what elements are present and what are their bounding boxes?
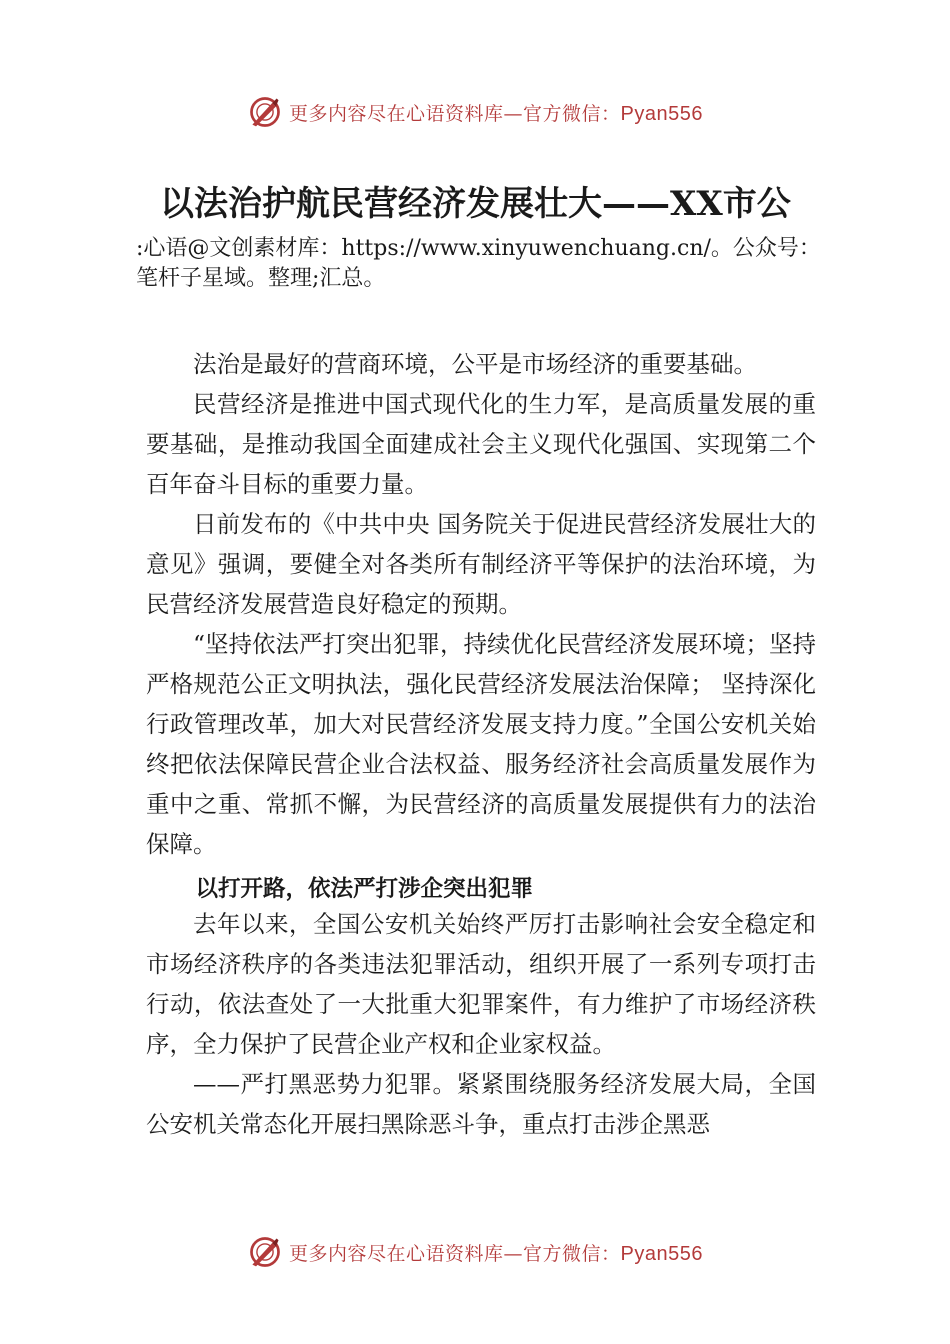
- body-paragraph: ——严打黑恶势力犯罪。紧紧围绕服务经济发展大局，全国公安机关常态化开展扫黑除恶斗争，重点打击涉企黑恶: [146, 1070, 816, 1138]
- banner-text: 更多内容尽在心语资料库—官方微信：Pyan556: [289, 1242, 703, 1265]
- section-heading: 以打开路，依法严打涉企突出犯罪: [195, 876, 534, 902]
- footer-watermark-banner: [0, 1232, 950, 1272]
- document-body: [146, 344, 816, 1144]
- wechat-id: Pyan556: [620, 102, 703, 125]
- body-paragraph: 法治是最好的营商环境，公平是市场经济的重要基础。: [193, 350, 757, 378]
- header-watermark-banner: [0, 92, 950, 132]
- body-paragraph: “坚持依法严打突出犯罪，持续优化民营经济发展环境；坚持严格规范公正文明执法，强化民营经济发展法治保障； 坚持深化行政管理改革，加大对民营经济发展支持力度。”全国公安机关始终把依法保障民营企业合法权益、服务经济社会高质量发展作为重中之重、常抓不懈，为民营经济的高质量发展提供有力的法治保障。: [146, 630, 817, 858]
- body-paragraph: 日前发布的《中共中央 国务院关于促进民营经济发展壮大的意见》强调，要健全对各类所有制经济平等保护的法治环境，为民营经济发展营造良好稳定的预期。: [146, 510, 816, 618]
- wechat-id: Pyan556: [620, 1242, 703, 1265]
- document-title: 以法治护航民营经济发展壮大——XX市公: [160, 184, 791, 224]
- body-paragraph: 民营经济是推进中国式现代化的生力军，是高质量发展的重要基础，是推动我国全面建成社会主义现代化强国、实现第二个百年奋斗目标的重要力量。: [146, 390, 816, 498]
- source-note: :心语@文创素材库：https://www.xinyuwenchuang.cn/。公众号：笔杆子星域。整理;汇总。: [136, 236, 821, 291]
- pen-circle-logo-icon: [247, 94, 283, 130]
- pen-circle-logo-icon: [247, 1234, 283, 1270]
- banner-text: 更多内容尽在心语资料库—官方微信：Pyan556: [289, 102, 703, 125]
- body-paragraph: 去年以来，全国公安机关始终严厉打击影响社会安全稳定和市场经济秩序的各类违法犯罪活动，组织开展了一系列专项打击行动，依法查处了一大批重大犯罪案件，有力维护了市场经济秩序，全力保护了民营企业产权和企业家权益。: [146, 910, 816, 1058]
